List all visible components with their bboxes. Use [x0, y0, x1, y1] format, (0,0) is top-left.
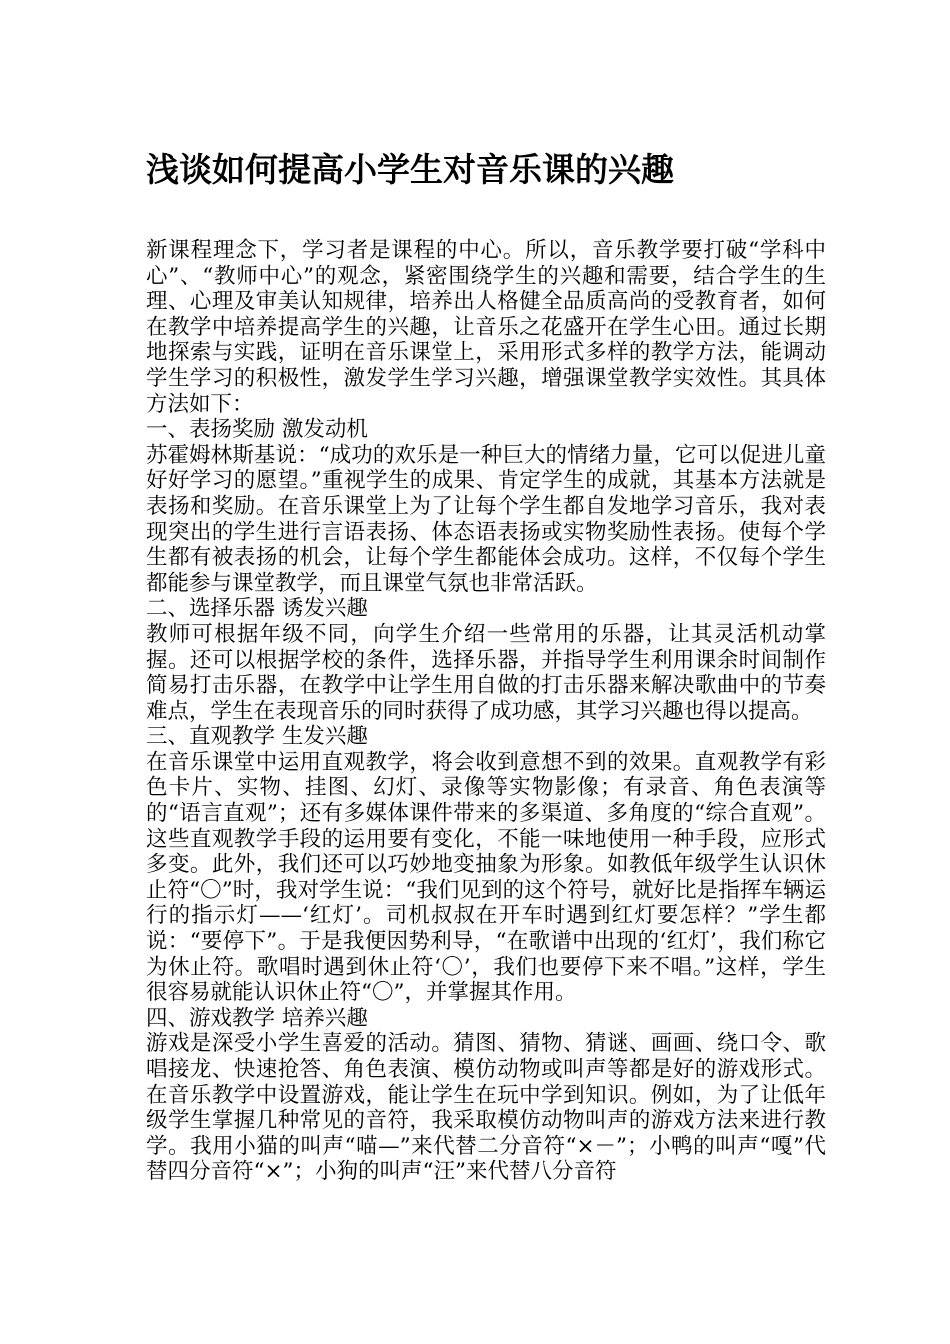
paragraph-intro: 新课程理念下，学习者是课程的中心。所以，音乐教学要打破“学科中心”、“教师中心”的观念，紧密围绕学生的兴趣和需要，结合学生的生理、心理及审美认知规律，培养出人格健全品质高尚的受教育者，如何在教学中培养提高学生的兴趣，让音乐之花盛开在学生心田。通过长期地探索与实践，证明在音乐课堂上，采用形式多样的教学方法，能调动学生学习的积极性，激发学生学习兴趣，增强课堂教学实效性。其具体方法如下：: [146, 238, 826, 417]
section-heading-4: 四、游戏教学 培养兴趣: [146, 1005, 368, 1031]
section-heading-2: 二、选择乐器 诱发兴趣: [146, 596, 368, 622]
section-heading-1: 一、表扬奖励 激发动机: [146, 417, 368, 443]
paragraph-section-4: 游戏是深受小学生喜爱的活动。猜图、猜物、猜谜、画画、绕口令、歌唱接龙、快速抢答、角色表演、模仿动物或叫声等都是好的游戏形式。在音乐教学中设置游戏，能让学生在玩中学到知识。例如，为了让低年级学生掌握几种常见的音符，我采取模仿动物叫声的游戏方法来进行教学。我用小猫的叫声“喵—”来代替二分音符“×－”；小鸭的叫声“嘎”代替四分音符“×”；小狗的叫声“汪”来代替八分音符: [146, 1031, 826, 1185]
paragraph-section-3: 在音乐课堂中运用直观教学，将会收到意想不到的效果。直观教学有彩色卡片、实物、挂图、幻灯、录像等实物影像；有录音、角色表演等的“语言直观”；还有多媒体课件带来的多渠道、多角度的“综合直观”。这些直观教学手段的运用要有变化，不能一味地使用一种手段，应形式多变。此外，我们还可以巧妙地变抽象为形象。如教低年级学生认识休止符“〇”时，我对学生说：“我们见到的这个符号，就好比是指挥车辆运行的指示灯——‘红灯’。司机叔叔在开车时遇到红灯要怎样？”学生都说：“要停下”。于是我便因势利导，“在歌谱中出现的‘红灯’，我们称它为休止符。歌唱时遇到休止符‘〇’，我们也要停下来不唱。”这样，学生很容易就能认识休止符“〇”，并掌握其作用。: [146, 749, 826, 1006]
paragraph-section-1: 苏霍姆林斯基说：“成功的欢乐是一种巨大的情绪力量，它可以促进儿童好好学习的愿望。”重视学生的成果、肯定学生的成就，其基本方法就是表扬和奖励。在音乐课堂上为了让每个学生都自发地学习音乐，我对表现突出的学生进行言语表扬、体态语表扬或实物奖励性表扬。使每个学生都有被表扬的机会，让每个学生都能体会成功。这样，不仅每个学生都能参与课堂教学，而且课堂气氛也非常活跃。: [146, 442, 826, 596]
document-body: [146, 238, 826, 1185]
document-title: 浅谈如何提高小学生对音乐课的兴趣: [146, 150, 674, 189]
paragraph-section-2: 教师可根据年级不同，向学生介绍一些常用的乐器，让其灵活机动掌握。还可以根据学校的条件，选择乐器，并指导学生利用课余时间制作简易打击乐器，在教学中让学生用自做的打击乐器来解决歌曲中的节奏难点，学生在表现音乐的同时获得了成功感，其学习兴趣也得以提高。: [146, 621, 826, 724]
section-heading-3: 三、直观教学 生发兴趣: [146, 724, 368, 750]
